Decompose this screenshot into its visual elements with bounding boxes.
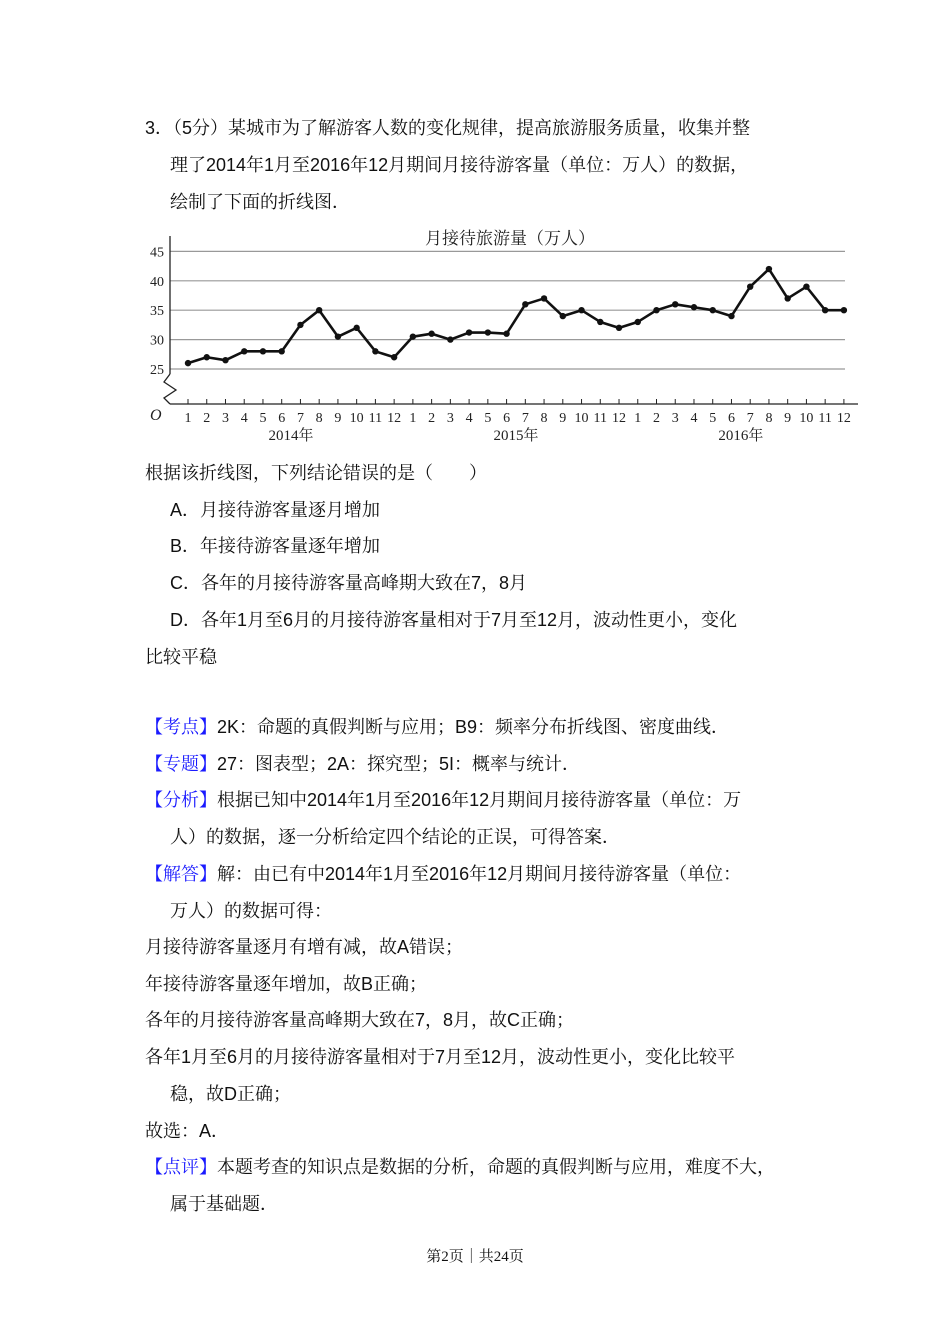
origin-label: O xyxy=(150,407,162,424)
axis-break-icon xyxy=(164,374,176,404)
y-tick-label: 35 xyxy=(150,304,164,320)
data-point xyxy=(335,333,341,339)
review-continued: 属于基础题． xyxy=(170,1194,278,1214)
data-point xyxy=(204,354,210,360)
review-line xyxy=(145,1156,775,1178)
option-d: D．各年1月至6月的月接待游客量相对于7月至12月，波动性更小，变化 xyxy=(170,610,738,630)
data-point xyxy=(410,333,416,339)
x-tick-label: 6 xyxy=(727,411,735,426)
data-point xyxy=(541,295,547,301)
x-tick-label: 7 xyxy=(521,411,529,426)
x-tick-label: 4 xyxy=(240,411,248,426)
data-point xyxy=(260,348,266,354)
data-point xyxy=(691,304,697,310)
data-point xyxy=(447,336,453,342)
data-point xyxy=(710,307,716,313)
x-tick-label: 1 xyxy=(184,411,192,426)
fenxi-line xyxy=(145,789,741,811)
data-point xyxy=(353,325,359,331)
data-point xyxy=(616,325,622,331)
data-point xyxy=(279,348,285,354)
option-c: C．各年的月接待游客量高峰期大致在7，8月 xyxy=(170,573,528,593)
question-line-3: 绘制了下面的折线图． xyxy=(170,192,350,212)
data-point xyxy=(522,301,528,307)
data-point xyxy=(822,307,828,313)
x-tick-label: 10 xyxy=(574,411,589,426)
data-point xyxy=(560,313,566,319)
kaodian-tag: 【考点】 xyxy=(145,717,217,737)
data-point xyxy=(672,301,678,307)
data-point xyxy=(241,348,247,354)
solution-line-1: 月接待游客量逐月有增有减，故A错误； xyxy=(145,937,464,957)
x-tick-label: 3 xyxy=(446,411,454,426)
series-line xyxy=(188,269,844,363)
x-tick-label: 6 xyxy=(503,411,511,426)
x-tick-label: 12 xyxy=(612,411,627,426)
option-d-continued: 比较平稳 xyxy=(145,647,217,667)
solution-line-2: 年接待游客量逐年增加，故B正确； xyxy=(145,974,428,994)
data-point xyxy=(841,307,847,313)
x-tick-label: 4 xyxy=(465,411,473,426)
data-point xyxy=(766,266,772,272)
x-tick-label: 12 xyxy=(387,411,402,426)
x-tick-label: 1 xyxy=(634,411,642,426)
data-point xyxy=(391,354,397,360)
x-tick-label: 5 xyxy=(484,411,492,426)
option-b: B．年接待游客量逐年增加 xyxy=(170,536,381,556)
x-tick-label: 8 xyxy=(315,411,323,426)
solution-line-3: 各年的月接待游客量高峰期大致在7，8月，故C正确； xyxy=(145,1010,575,1030)
x-tick-label: 8 xyxy=(540,411,548,426)
x-tick-label: 3 xyxy=(221,411,229,426)
data-point xyxy=(653,307,659,313)
question-line-1: 3．（5分）某城市为了解游客人数的变化规律，提高旅游服务质量，收集并整 xyxy=(145,118,751,138)
year-label: 2016年 xyxy=(718,428,764,444)
page-footer: 第2页｜共24页 xyxy=(426,1249,524,1265)
answer: 故选：A． xyxy=(145,1121,230,1141)
jieda-text: 解：由已有中2014年1月至2016年12月期间月接待游客量（单位： xyxy=(217,864,742,884)
y-tick-label: 40 xyxy=(150,274,164,290)
x-tick-label: 3 xyxy=(671,411,679,426)
question-prompt: 根据该折线图，下列结论错误的是（ ） xyxy=(145,463,487,483)
x-tick-label: 12 xyxy=(836,411,851,426)
x-tick-label: 11 xyxy=(593,411,608,426)
jieda-line xyxy=(145,863,741,885)
year-label: 2015年 xyxy=(493,428,539,444)
data-point xyxy=(466,329,472,335)
solution-line-4: 各年1月至6月的月接待游客量相对于7月至12月，波动性更小，变化比较平 xyxy=(145,1047,736,1067)
jieda-tag: 【解答】 xyxy=(145,864,217,884)
data-point xyxy=(578,307,584,313)
data-point xyxy=(372,348,378,354)
x-tick-label: 4 xyxy=(690,411,698,426)
x-tick-label: 7 xyxy=(296,411,304,426)
zhuanti-text: 27：图表型；2A：探究型；5I：概率与统计． xyxy=(217,754,581,774)
data-point xyxy=(297,322,303,328)
data-point xyxy=(185,360,191,366)
data-point xyxy=(803,283,809,289)
x-tick-label: 7 xyxy=(746,411,754,426)
kaodian-text: 2K：命题的真假判断与应用；B9：频率分布折线图、密度曲线． xyxy=(217,717,730,737)
x-tick-label: 5 xyxy=(259,411,267,426)
data-point xyxy=(635,319,641,325)
x-tick-label: 5 xyxy=(709,411,717,426)
data-point xyxy=(428,331,434,337)
fenxi-continued: 人）的数据，逐一分析给定四个结论的正误，可得答案． xyxy=(170,827,620,847)
x-tick-label: 1 xyxy=(409,411,417,426)
x-tick-label: 2 xyxy=(203,411,211,426)
data-point xyxy=(503,331,509,337)
review-tag: 【点评】 xyxy=(145,1157,217,1177)
review-text: 本题考查的知识点是数据的分析，命题的真假判断与应用，难度不大， xyxy=(217,1157,775,1177)
x-tick-label: 8 xyxy=(765,411,773,426)
x-tick-label: 10 xyxy=(799,411,814,426)
zhuanti-line xyxy=(145,753,580,775)
y-tick-label: 30 xyxy=(150,333,164,349)
y-tick-label: 25 xyxy=(150,363,164,378)
y-tick-label: 45 xyxy=(150,245,164,261)
x-tick-label: 9 xyxy=(559,411,567,426)
kaodian-line xyxy=(145,716,729,738)
x-tick-label: 2 xyxy=(653,411,660,426)
zhuanti-tag: 【专题】 xyxy=(145,754,217,774)
x-tick-label: 9 xyxy=(784,411,792,426)
x-tick-label: 11 xyxy=(818,411,832,426)
data-point xyxy=(784,295,790,301)
data-point xyxy=(747,283,753,289)
x-tick-label: 2 xyxy=(428,411,436,426)
data-point xyxy=(316,307,322,313)
solution-continued: 稳，故D正确； xyxy=(170,1084,291,1104)
fenxi-text: 根据已知中2014年1月至2016年12月期间月接待游客量（单位：万 xyxy=(217,790,742,810)
x-tick-label: 11 xyxy=(368,411,383,426)
data-point xyxy=(728,313,734,319)
data-point xyxy=(485,329,491,335)
x-tick-label: 10 xyxy=(349,411,364,426)
chart-title: 月接待旅游量（万人） xyxy=(425,229,595,249)
line-chart xyxy=(140,222,870,447)
data-point xyxy=(222,357,228,363)
question-line-2: 理了2014年1月至2016年12月期间月接待游客量（单位：万人）的数据， xyxy=(170,155,749,175)
year-label: 2014年 xyxy=(268,428,314,444)
jieda-continued: 万人）的数据可得： xyxy=(170,901,332,921)
fenxi-tag: 【分析】 xyxy=(145,790,217,810)
x-tick-label: 6 xyxy=(278,411,286,426)
x-tick-label: 9 xyxy=(334,411,342,426)
option-a: A．月接待游客量逐月增加 xyxy=(170,500,381,520)
data-point xyxy=(597,319,603,325)
